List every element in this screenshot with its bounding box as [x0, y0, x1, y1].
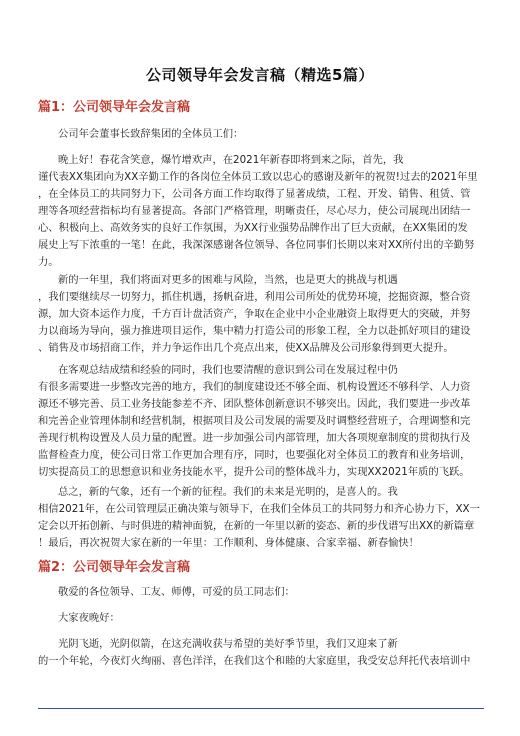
paragraph-2: [38, 272, 484, 357]
paragraph-line: 新的一年里，我们将面对更多的困难与风险，当然，也是更大的挑战与机遇: [58, 274, 398, 286]
paragraph-line: 切实提高员工的思想意识和业务技能水平，提升公司的整体战斗力，实现XX2021年质的飞跃。: [38, 466, 470, 478]
paragraph-3: [38, 362, 484, 481]
paragraph-line: 谨代表XX集团向为XX辛勤工作的各岗位全体员工致以忠心的感谢及新年的祝贺!过去的2021年里: [38, 171, 478, 183]
paragraph-line: 在客观总结成绩和经验的同时，我们也要清醒的意识到公司在发展过程中仍: [58, 364, 398, 376]
paragraph-line: 、销售及市场招商工作，并力争运作出几个亮点出来，使XX品牌及公司形象得到更大提升。: [38, 342, 454, 354]
greeting-2: [38, 584, 484, 601]
paragraph-line: 的一个年轮，今夜灯火绚丽、喜色洋洋，在我们这个和睦的大家庭里，我受安总拜托代表培训中: [38, 655, 471, 667]
greeting-line: 敬爱的各位领导、工友、师傅，可爱的员工同志们：: [58, 586, 295, 598]
paragraph-line: ！最后，再次祝贺大家在新的一年里：工作顺利、身体健康、合家幸福、新春愉快！: [38, 537, 419, 549]
paragraph-line: 总之，新的气象，还有一个新的征程。我们的未来是光明的，是喜人的。我: [58, 486, 398, 498]
paragraph-line: ，我们要继续尽一切努力，抓住机遇，扬帆奋进，利用公司所处的优势环境，挖掘资源，整合资: [38, 291, 471, 303]
paragraph-1: [38, 152, 484, 271]
paragraph-line: 力。: [38, 256, 59, 268]
paragraph-line: 光阴飞逝，光阴似箭，在这充满收获与希望的美好季节里，我们又迎来了新: [58, 638, 398, 650]
paragraph-line: 力以商场为导向，强力推进项目运作，集中精力打造公司的形象工程，全力以赴抓好项目的建设: [38, 325, 471, 337]
paragraph-line: 有很多需要进一步整改完善的地方，我们的制度建设还不够全面、机构设置还不够科学、人力资: [38, 381, 471, 393]
document-title: 公司领导年会发言稿（精选5篇）: [146, 66, 374, 84]
greeting-1: [38, 126, 484, 143]
paragraph-line: 晚上好！春花含笑意，爆竹增欢声，在2021年新春即将到来之际，首先，我: [58, 154, 404, 166]
paragraph-line: 定会以开拓创新、与时俱进的精神面貌，在新的一年里以新的姿态、新的步伐谱写出XX的新篇章: [38, 520, 475, 532]
section-heading-2: 篇2：公司领导年会发言稿: [38, 560, 191, 575]
paragraph-line: ，在全体员工的共同努力下，公司各方面工作均取得了显著成绩，工程、开发、销售、租赁、管: [38, 188, 471, 200]
paragraph-line: 监督检查力度，使公司日常工作更加合理有序，同时，也要强化对全体员工的教育和业务培训，: [38, 449, 471, 461]
paragraph-4: [38, 484, 484, 552]
salute: [38, 610, 484, 627]
salute-line: 大家夜晚好：: [58, 612, 120, 624]
greeting-line: 公司年会董事长致辞集团的全体员工们：: [58, 128, 244, 140]
section-heading-1: 篇1：公司领导年会发言稿: [38, 100, 191, 115]
paragraph-line: 心、积极向上、高效务实的良好工作氛围，为XX行业强势品牌作出了巨大贡献，在XX集团的发: [38, 222, 468, 234]
paragraph-line: 善现行机构设置及人员力量的配置。进一步加强公司内部管理，加大各项规章制度的贯彻执行及: [38, 432, 471, 444]
paragraph-line: 相信2021年，在公司管理层正确决策与领导下，在我们全体员工的共同努力和齐心协力下，XX一: [38, 503, 480, 515]
paragraph-line: 源还不够完善、员工业务技能参差不齐、团队整体创新意识不够突出。因此，我们要进一步改革: [38, 398, 471, 410]
paragraph-line: 理等各项经营指标均有显著提高。各部门严格管理，明晰责任，尽心尽力，使公司展现出团结一: [38, 205, 471, 217]
paragraph-5: [38, 636, 484, 670]
bottom-divider: [38, 708, 484, 709]
paragraph-line: 展史上写下浓重的一笔！在此，我深深感谢各位领导、各位同事们长期以来对XX所付出的辛勤努: [38, 239, 475, 251]
paragraph-line: 和完善企业管理体制和经营机制，根据项目及公司发展的需要及时调整经营班子，合理调整和完: [38, 415, 471, 427]
paragraph-line: 源，加大资本运作力度，千方百计盘活资产，争取在企业中小企业融资上取得更大的突破，并努: [38, 308, 471, 320]
